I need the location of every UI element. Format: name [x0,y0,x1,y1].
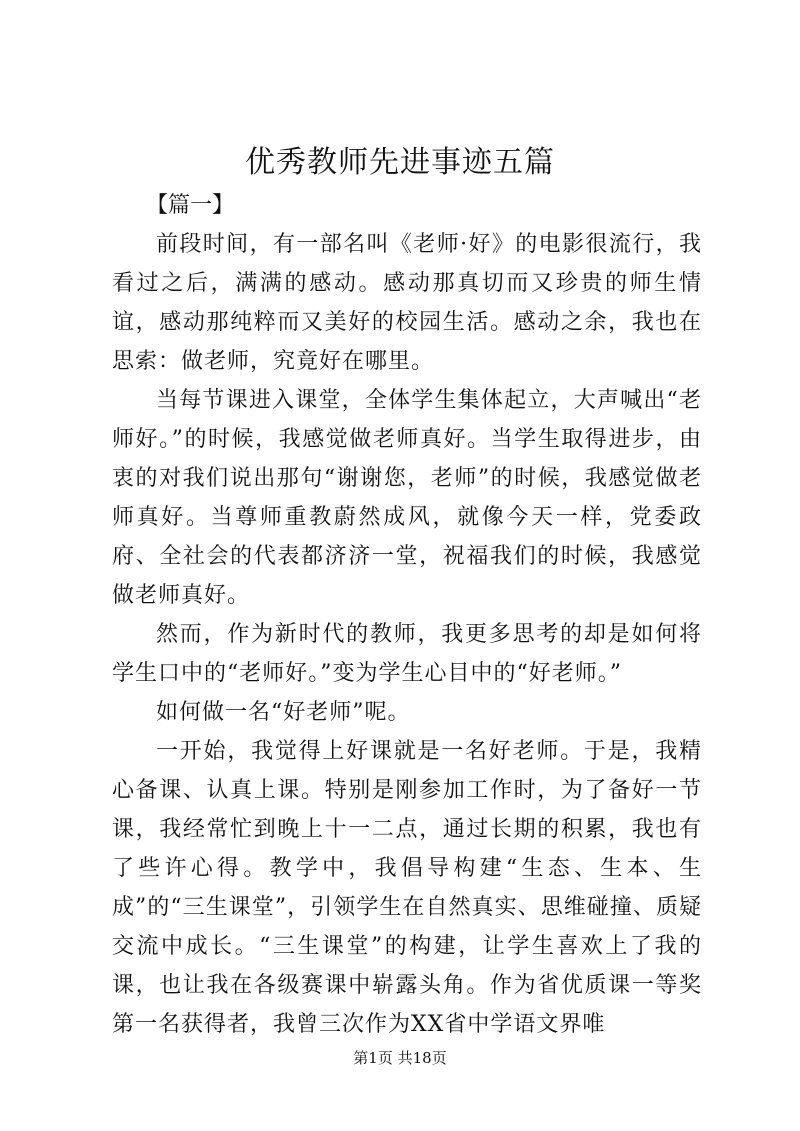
paragraph: 一开始，我觉得上好课就是一名好老师。于是，我精心备课、认真上课。特别是刚参加工作时，为了备好一节课，我经常忙到晚上十一二点，通过长期的积累，我也有了些许心得。教学中，我倡导构建“生态、生本、生成”的“三生课堂”，引领学生在自然真实、思维碰撞、质疑交流中成长。“三生课堂”的构建，让学生喜欢上了我的课，也让我在各级赛课中崭露头角。作为省优质课一等奖第一名获得者，我曾三次作为XX省中学语文界唯 [112,739,702,1037]
document-body [112,186,702,1044]
document-title: 优秀教师先进事迹五篇 [245,145,555,180]
section-label: 【篇一】 [146,193,235,218]
paragraph: 如何做一名“好老师”呢。 [156,700,411,725]
paragraph: 当每节课进入课堂，全体学生集体起立，大声喊出“老师好。”的时候，我感觉做老师真好。当学生取得进步，由衷的对我们说出那句“谢谢您，老师”的时候，我感觉做老师真好。当尊师重教蔚然成风，就像今天一样，党委政府、全社会的代表都济济一堂，祝福我们的时候，我感觉做老师真好。 [112,388,702,608]
page-footer: 第1页 共18页 [353,1049,447,1067]
paragraph: 前段时间，有一部名叫《老师·好》的电影很流行，我看过之后，满满的感动。感动那真切而又珍贵的师生情谊，感动那纯粹而又美好的校园生活。感动之余，我也在思索：做老师，究竟好在哪里。 [112,232,702,374]
paragraph: 然而，作为新时代的教师，我更多思考的却是如何将学生口中的“老师好。”变为学生心目中的“好老师。” [112,622,702,686]
